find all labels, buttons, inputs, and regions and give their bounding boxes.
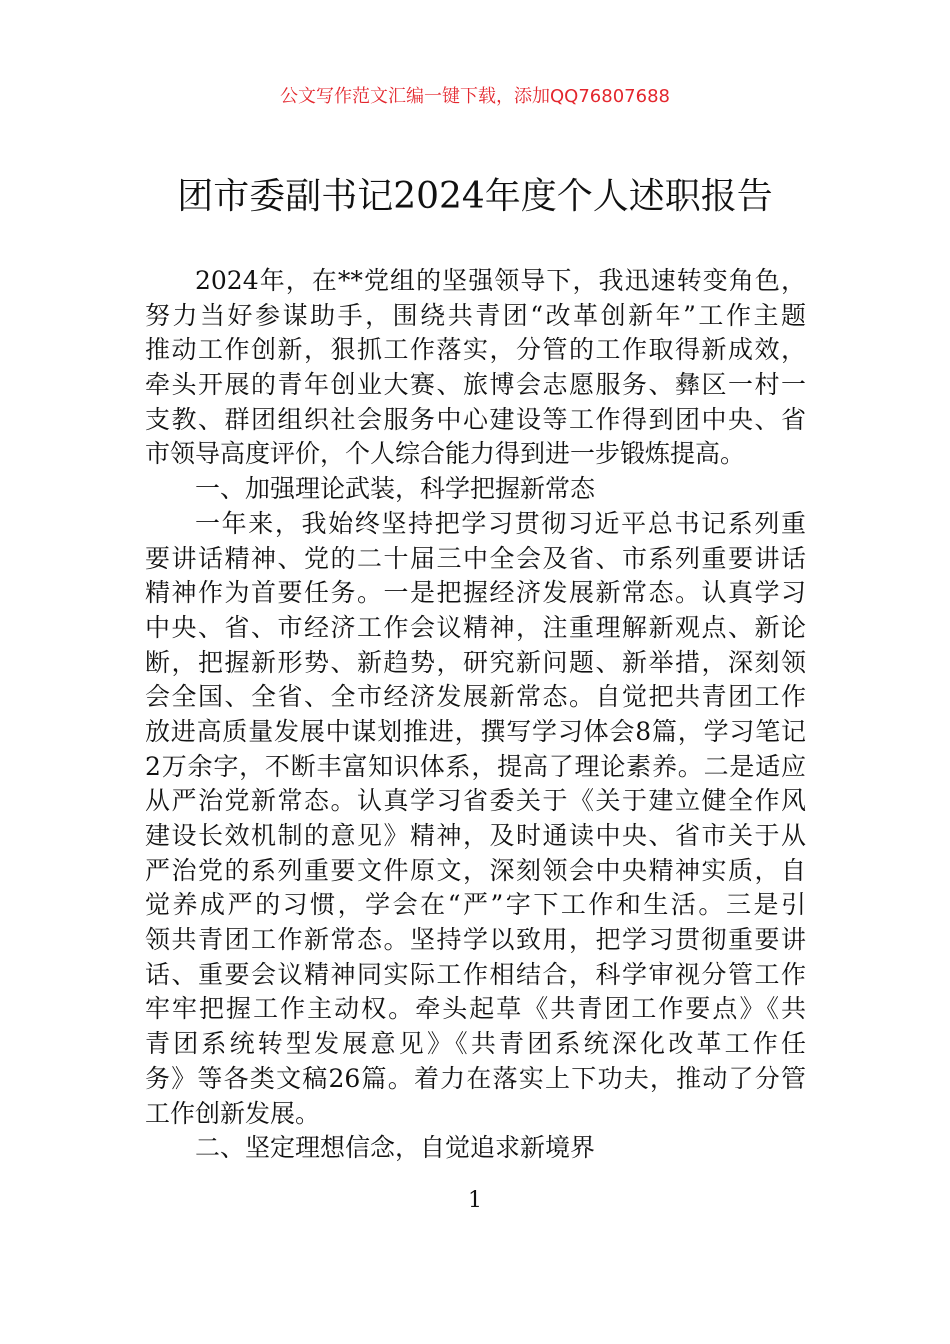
body-line: 从严治党新常态。认真学习省委关于《关于建立健全作风 (145, 786, 806, 816)
body-line: 要讲话精神、党的二十届三中全会及省、市系列重要讲话 (145, 543, 806, 573)
body-line: 市领导高度评价，个人综合能力得到进一步锻炼提高。 (145, 439, 746, 469)
body-line: 断，把握新形势、新趋势，研究新问题、新举措，深刻领 (145, 647, 806, 677)
document-title: 团市委副书记2024年度个人述职报告 (177, 176, 773, 217)
body-line: 严治党的系列重要文件原文，深刻领会中央精神实质，自 (145, 855, 806, 885)
body-line: 话、重要会议精神同实际工作相结合，科学审视分管工作 (145, 959, 806, 989)
section-heading-2: 二、坚定理想信念，自觉追求新境界 (195, 1133, 596, 1163)
body-line: 领共青团工作新常态。坚持学以致用，把学习贯彻重要讲 (145, 925, 806, 955)
body-line: 努力当好参谋助手，围绕共青团“改革创新年”工作主题 (145, 300, 806, 330)
body-line: 会全国、全省、全市经济发展新常态。自觉把共青团工作 (145, 682, 806, 712)
body-line: 务》等各类文稿26篇。着力在落实上下功夫，推动了分管 (145, 1063, 806, 1093)
section-heading-1: 一、加强理论武装，科学把握新常态 (195, 474, 596, 504)
body-line: 工作创新发展。 (145, 1098, 321, 1128)
body-line: 一年来，我始终坚持把学习贯彻习近平总书记系列重 (195, 508, 806, 538)
page-number: 1 (468, 1188, 482, 1213)
body-line: 放进高质量发展中谋划推进，撰写学习体会8篇，学习笔记 (145, 716, 806, 746)
body-line: 牢牢把握工作主动权。牵头起草《共青团工作要点》《共 (145, 994, 806, 1024)
document-body (145, 264, 806, 1166)
body-line: 2024年，在**党组的坚强领导下，我迅速转变角色， (195, 266, 806, 295)
body-line: 支教、群团组织社会服务中心建设等工作得到团中央、省 (145, 404, 806, 434)
body-line: 推动工作创新，狠抓工作落实，分管的工作取得新成效， (145, 335, 806, 365)
body-line: 建设长效机制的意见》精神，及时通读中央、省市关于从 (145, 821, 806, 850)
body-line: 青团系统转型发展意见》《共青团系统深化改革工作任 (145, 1029, 806, 1059)
watermark-banner: 公文写作范文汇编一键下载，添加QQ76807688 (280, 86, 670, 107)
body-line: 觉养成严的习惯，学会在“严”字下工作和生活。三是引 (145, 890, 806, 920)
body-line: 中央、省、市经济工作会议精神，注重理解新观点、新论 (145, 612, 806, 642)
body-line: 牵头开展的青年创业大赛、旅博会志愿服务、彝区一村一 (145, 370, 806, 400)
body-line: 2万余字，不断丰富知识体系，提高了理论素养。二是适应 (145, 751, 806, 781)
body-line: 精神作为首要任务。一是把握经济发展新常态。认真学习 (145, 578, 806, 608)
